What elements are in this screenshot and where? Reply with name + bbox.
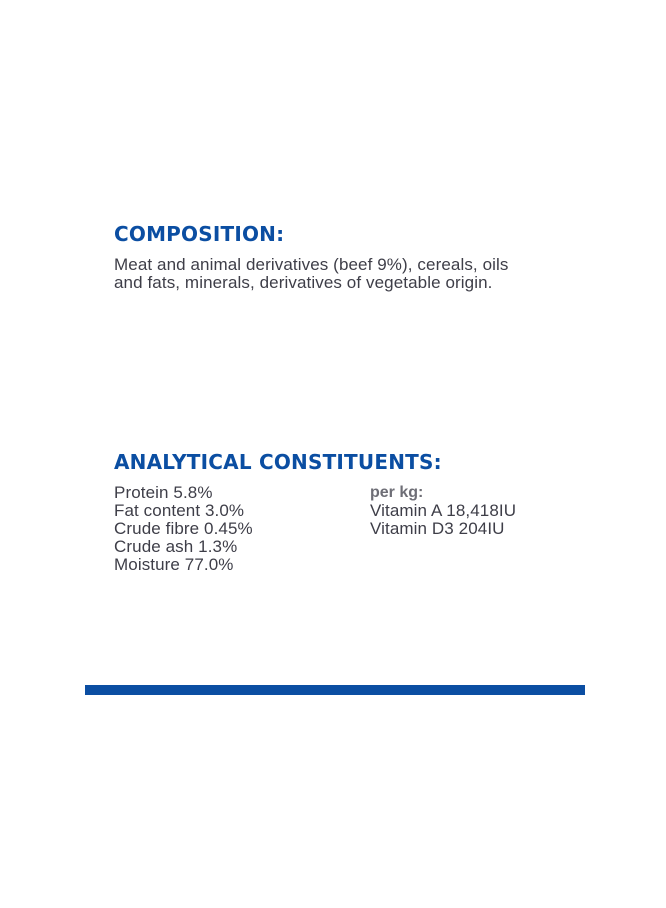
composition-section: [114, 222, 594, 292]
constituent-crude-fibre: Crude fibre 0.45%: [114, 519, 253, 538]
composition-heading: COMPOSITION:: [114, 222, 285, 246]
divider-bar: [85, 685, 585, 695]
composition-text: Meat and animal derivatives (beef 9%), cereals, oils and fats, minerals, derivatives of vegetable origin.: [114, 255, 509, 292]
constituent-crude-ash: Crude ash 1.3%: [114, 537, 238, 556]
constituents-list: [114, 484, 253, 574]
constituent-moisture: Moisture 77.0%: [114, 555, 234, 574]
constituent-fat: Fat content 3.0%: [114, 501, 245, 520]
vitamin-a: Vitamin A 18,418IU: [370, 501, 517, 520]
per-kg-label: per kg:: [370, 484, 424, 501]
analytical-constituents-heading: ANALYTICAL CONSTITUENTS:: [114, 450, 442, 474]
constituents-columns: [114, 484, 594, 584]
vitamins-list: [370, 484, 516, 538]
analytical-constituents-section: [114, 450, 594, 584]
vitamin-d3: Vitamin D3 204IU: [370, 519, 505, 538]
constituent-protein: Protein 5.8%: [114, 483, 213, 502]
